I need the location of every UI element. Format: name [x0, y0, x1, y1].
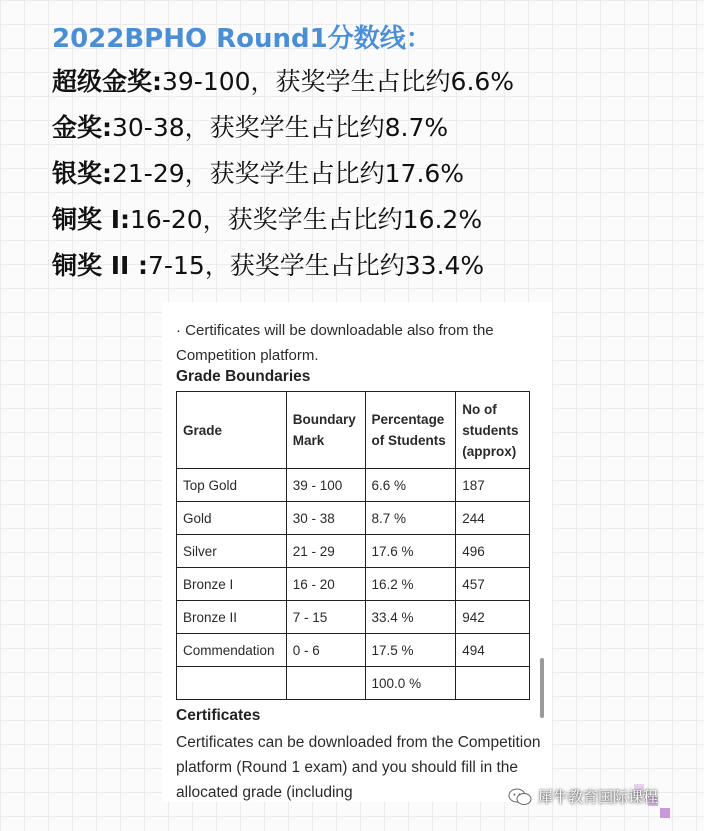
table-cell: Bronze I	[177, 568, 287, 601]
table-cell	[177, 667, 287, 700]
header-grade: Grade	[177, 392, 287, 469]
table-cell: 16.2 %	[365, 568, 456, 601]
table-cell: 16 - 20	[286, 568, 365, 601]
certificates-title: Certificates	[176, 707, 261, 724]
table-row	[177, 535, 530, 568]
table-cell: Silver	[177, 535, 287, 568]
table-cell: 33.4 %	[365, 601, 456, 634]
table-cell: 30 - 38	[286, 502, 365, 535]
table-cell: 39 - 100	[286, 469, 365, 502]
watermark	[508, 786, 658, 807]
embedded-screenshot	[162, 302, 552, 802]
table-header-row	[177, 392, 530, 469]
summary-line-top-gold: 超级金奖:39-100，获奖学生占比约6.6%	[52, 67, 515, 96]
table-cell: 21 - 29	[286, 535, 365, 568]
table-cell: Bronze II	[177, 601, 287, 634]
table-row	[177, 502, 530, 535]
table-cell: 17.6 %	[365, 535, 456, 568]
grade-table	[176, 391, 530, 700]
table-row	[177, 634, 530, 667]
table-row	[177, 469, 530, 502]
table-cell: 8.7 %	[365, 502, 456, 535]
table-cell: 496	[456, 535, 530, 568]
table-cell: 100.0 %	[365, 667, 456, 700]
summary-line-silver: 银奖:21-29，获奖学生占比约17.6%	[52, 159, 465, 188]
header-percentage: Percentage of Students	[365, 392, 456, 469]
table-cell: Commendation	[177, 634, 287, 667]
table-cell: 17.5 %	[365, 634, 456, 667]
page-heading: 2022BPHO Round1分数线：	[52, 24, 432, 54]
table-cell: 457	[456, 568, 530, 601]
decorative-pixel	[660, 808, 670, 818]
table-total-row	[177, 667, 530, 700]
table-row	[177, 568, 530, 601]
table-cell	[456, 667, 530, 700]
header-boundary-mark: Boundary Mark	[286, 392, 365, 469]
scrollbar[interactable]	[540, 658, 544, 718]
header-no-of-students: No of students (approx)	[456, 392, 530, 469]
table-cell: 494	[456, 634, 530, 667]
table-cell	[286, 667, 365, 700]
wechat-icon	[508, 788, 532, 806]
table-cell: 7 - 15	[286, 601, 365, 634]
intro-text: · Certificates will be downloadable also from the Competition platform.	[176, 322, 494, 364]
grade-boundaries-title: Grade Boundaries	[176, 368, 311, 385]
table-cell: 187	[456, 469, 530, 502]
table-cell: Gold	[177, 502, 287, 535]
table-cell: Top Gold	[177, 469, 287, 502]
watermark-text: 犀牛教育国际课程	[538, 788, 659, 806]
table-row	[177, 601, 530, 634]
table-cell: 0 - 6	[286, 634, 365, 667]
boundary-summary	[52, 62, 514, 292]
summary-line-bronze-1: 铜奖 Ⅰ:16-20，获奖学生占比约16.2%	[52, 205, 483, 234]
table-cell: 942	[456, 601, 530, 634]
table-cell: 6.6 %	[365, 469, 456, 502]
table-cell: 244	[456, 502, 530, 535]
summary-line-bronze-2: 铜奖 II :7-15，获奖学生占比约33.4%	[52, 251, 485, 280]
certificates-body: Certificates can be downloaded from the Competition platform (Round 1 exam) and you should fill in the allocated grade (including	[176, 734, 541, 801]
summary-line-gold: 金奖:30-38，获奖学生占比约8.7%	[52, 113, 449, 142]
